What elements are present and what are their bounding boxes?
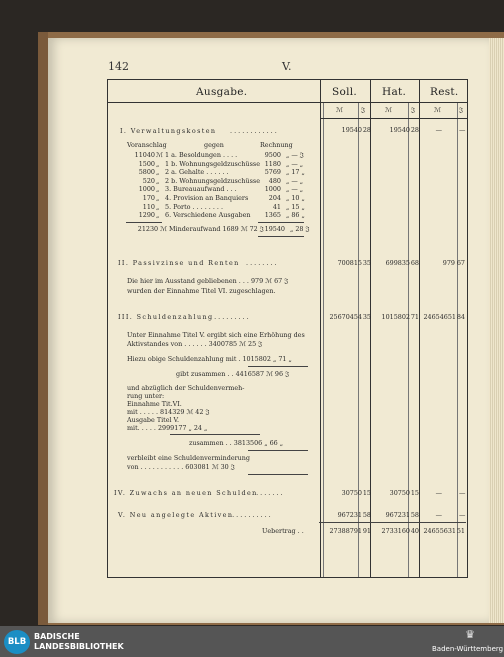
total-rechnung-pf: „ 28 𝔍 xyxy=(290,225,310,233)
blb-logo: BLB xyxy=(4,630,30,654)
library-name: BADISCHE LANDESBIBLIOTHEK xyxy=(34,632,124,651)
line-label: 4. Provision an Banquiers xyxy=(165,194,249,202)
dot-leader: . . . . . . . . . . . . xyxy=(230,127,277,135)
soll-value: 25670454 xyxy=(329,313,362,321)
ledger-table xyxy=(107,79,468,578)
rest-value: — xyxy=(435,511,442,519)
unit-mark: ℳ xyxy=(336,106,343,114)
unit-rule xyxy=(320,118,467,119)
dot-leader: . . . . . . . . . . xyxy=(210,313,249,321)
voranschlag-value: 1500 xyxy=(138,159,155,168)
dot-leader: . . . . . . . . xyxy=(252,489,283,497)
voranschlag-value: 170 xyxy=(142,194,155,202)
rechnung-pf: „ — „ xyxy=(286,176,304,185)
soll-pf: 35 xyxy=(362,313,371,321)
soll-value: 700815 xyxy=(337,259,362,267)
hat-total-pf: 40 xyxy=(410,527,419,535)
note-line: Die hier im Ausstand gebliebenen . . . 979 ℳ 67 𝔍 xyxy=(127,277,289,285)
rest-total-pf: 51 xyxy=(456,527,465,535)
section-number: V. xyxy=(282,60,292,73)
rechnung-value: 204 xyxy=(268,194,281,202)
rest-value: 24654651 xyxy=(423,313,456,321)
total-rechnung: 19540 xyxy=(264,225,285,233)
hat-pf: 28 xyxy=(410,126,419,134)
rechnung-pf: „ 86 „ xyxy=(286,211,305,220)
rest-pf: 67 xyxy=(456,259,465,267)
calc-line: gibt zusammen . . 4416587 ℳ 96 𝔍 xyxy=(176,370,290,378)
soll-value: 967231 xyxy=(337,511,362,519)
calc-line: Ausgabe Titel V. xyxy=(127,416,180,424)
line-label: 6. Verschiedene Ausgaben xyxy=(165,211,251,220)
hat-value: 19540 xyxy=(389,126,410,134)
section-title: I. Verwaltungskosten xyxy=(120,127,217,135)
rest-value: — xyxy=(435,489,442,497)
voranschlag-value: 520 xyxy=(142,176,155,185)
minderaufwand: Minderaufwand 1689 ℳ 72 𝔍 xyxy=(169,225,264,233)
page-number: 142 xyxy=(108,60,129,73)
page-edges xyxy=(489,38,504,623)
calc-line: Unter Einnahme Titel V. ergibt sich eine Erhöhung des xyxy=(127,331,305,339)
voranschlag-unit: ℳ xyxy=(156,151,163,159)
rechnung-value: 1365 xyxy=(264,211,281,220)
hat-value: 967231 xyxy=(385,511,410,519)
rechnung-pf: „ — „ xyxy=(286,159,304,168)
section-title: IV. Zuwachs an neuen Schulden xyxy=(114,489,258,497)
calc-line: Einnahme Tit.VI. xyxy=(127,400,182,408)
sum-rule xyxy=(258,222,304,223)
rechnung-value: 480 xyxy=(268,176,281,185)
soll-value: 30750 xyxy=(341,489,362,497)
calc-line: Aktivstandes von . . . . . . 3400785 ℳ 25 𝔍 xyxy=(127,340,263,348)
subhead-rechnung: Rechnung xyxy=(260,141,293,149)
soll-total: 27388791 xyxy=(329,527,362,535)
uebertrag-label: Uebertrag . . xyxy=(262,527,304,535)
line-label: 2 a. Gehalte . . . . . . xyxy=(165,168,229,177)
soll-pf: 15 xyxy=(362,489,371,497)
soll-total-pf: 91 xyxy=(362,527,371,535)
header-ausgabe: Ausgabe. xyxy=(196,86,248,98)
sum-rule xyxy=(248,450,308,451)
soll-pf: 28 xyxy=(362,126,371,134)
col-divider xyxy=(320,80,321,577)
voranschlag-unit: „ xyxy=(156,211,160,220)
voranschlag-value: 5800 xyxy=(138,168,155,177)
rechnung-value: 5769 xyxy=(264,168,281,177)
subcol-divider xyxy=(457,102,458,577)
hat-value: 1015802 xyxy=(381,313,410,321)
voranschlag-unit: „ xyxy=(156,202,160,211)
rechnung-pf: „ 15 „ xyxy=(286,202,305,211)
hat-pf: 71 xyxy=(410,313,419,321)
total-voranschlag: 21230 ℳ xyxy=(137,225,167,233)
calc-line: Hiezu obige Schuldenzahlung mit . 1015802 „ 71 „ xyxy=(127,355,292,363)
hat-value: 699835 xyxy=(385,259,410,267)
soll-pf: 35 xyxy=(362,259,371,267)
sum-rule xyxy=(248,474,308,475)
rest-value: — xyxy=(435,126,442,134)
line-label: 5. Porto . . . . . . . . xyxy=(165,202,223,211)
crest-icon: ♛ xyxy=(465,628,475,641)
book-spine xyxy=(38,32,48,625)
line-label: 3. Bureauaufwand . . . xyxy=(165,185,237,194)
rest-pf: — xyxy=(459,511,466,519)
note-line: wurden der Einnahme Titel VI. zugeschlagen. xyxy=(127,287,276,295)
hat-pf: 68 xyxy=(410,259,419,267)
voranschlag-value: 1000 xyxy=(138,185,155,194)
calc-line: verbleibt eine Schuldenverminderung xyxy=(127,454,250,462)
voranschlag-value: 110 xyxy=(142,202,155,211)
header-rule xyxy=(108,102,467,103)
state-name: Baden-Württemberg xyxy=(432,645,504,653)
voranschlag-unit: „ xyxy=(156,185,160,194)
sum-rule xyxy=(248,366,308,367)
hat-value: 30750 xyxy=(389,489,410,497)
header-rest: Rest. xyxy=(430,86,459,98)
rest-value: 979 xyxy=(442,259,455,267)
voranschlag-unit: „ xyxy=(156,176,160,185)
rechnung-value: 1180 xyxy=(264,159,281,168)
calc-line: rung unter: xyxy=(127,392,165,400)
rest-pf: — xyxy=(459,126,466,134)
soll-pf: 58 xyxy=(362,511,371,519)
hat-pf: 58 xyxy=(410,511,419,519)
rechnung-value: 1000 xyxy=(264,185,281,194)
voranschlag-unit: „ xyxy=(156,168,160,177)
sum-rule xyxy=(170,434,260,435)
unit-mark: ℳ xyxy=(434,106,441,114)
soll-value: 19540 xyxy=(341,126,362,134)
voranschlag-value: 11040 xyxy=(134,151,155,159)
rechnung-value: 41 xyxy=(272,202,281,211)
line-label: 1 b. Wohnungsgeldzuschüsse xyxy=(165,159,260,168)
unit-pf: 𝔍 xyxy=(411,106,415,114)
calc-line: von . . . . . . . . . . . 603081 ℳ 30 𝔍 xyxy=(127,463,235,471)
hat-pf: 15 xyxy=(410,489,419,497)
rechnung-pf: „ — „ xyxy=(286,185,304,194)
line-label: 1 a. Besoldungen . . . . xyxy=(165,151,238,159)
rest-pf: — xyxy=(459,489,466,497)
voranschlag-unit: „ xyxy=(156,159,160,168)
dot-leader: . . . . . . . . xyxy=(246,259,277,267)
calc-line: zusammen . . 3813506 „ 66 „ xyxy=(189,439,284,447)
header-soll: Soll. xyxy=(332,86,358,98)
section-title: V. Neu angelegte Aktiven xyxy=(118,511,234,519)
rechnung-pf: „ — 𝔍 xyxy=(286,151,304,159)
line-label: 2 b. Wohnungsgeldzuschüsse xyxy=(165,176,260,185)
col-divider xyxy=(370,80,371,577)
voranschlag-unit: „ xyxy=(156,194,160,202)
subcol-divider xyxy=(408,102,409,577)
sum-rule xyxy=(126,222,162,223)
subhead-gegen: gegen xyxy=(204,141,224,149)
subcol-divider xyxy=(323,102,324,577)
subcol-divider xyxy=(358,102,359,577)
total-rule xyxy=(319,522,466,523)
subhead-voranschlag: Voranschlag xyxy=(127,141,167,149)
header-hat: Hat. xyxy=(382,86,407,98)
col-divider xyxy=(419,80,420,577)
unit-pf: 𝔍 xyxy=(361,106,365,114)
rechnung-pf: „ 17 „ xyxy=(286,168,305,177)
calc-line: mit . . . . . 814329 ℳ 42 𝔍 xyxy=(127,408,210,416)
section-title: II. Passivzinse und Renten xyxy=(118,259,240,267)
dot-leader: . . . . . . . . . . . xyxy=(228,511,271,519)
calc-line: und abzüglich der Schuldenvermeh- xyxy=(127,384,245,392)
rechnung-pf: „ 10 „ xyxy=(286,194,305,202)
rechnung-value: 9500 xyxy=(264,151,281,159)
section-title: III. Schuldenzahlung xyxy=(118,313,214,321)
rest-pf: 84 xyxy=(456,313,465,321)
unit-pf: 𝔍 xyxy=(459,106,463,114)
unit-mark: ℳ xyxy=(385,106,392,114)
voranschlag-value: 1290 xyxy=(138,211,155,220)
sum-rule xyxy=(258,236,304,237)
rest-total: 24655631 xyxy=(423,527,456,535)
hat-total: 2733160 xyxy=(381,527,410,535)
calc-line: mit. . . . . 2999177 „ 24 „ xyxy=(127,424,208,432)
